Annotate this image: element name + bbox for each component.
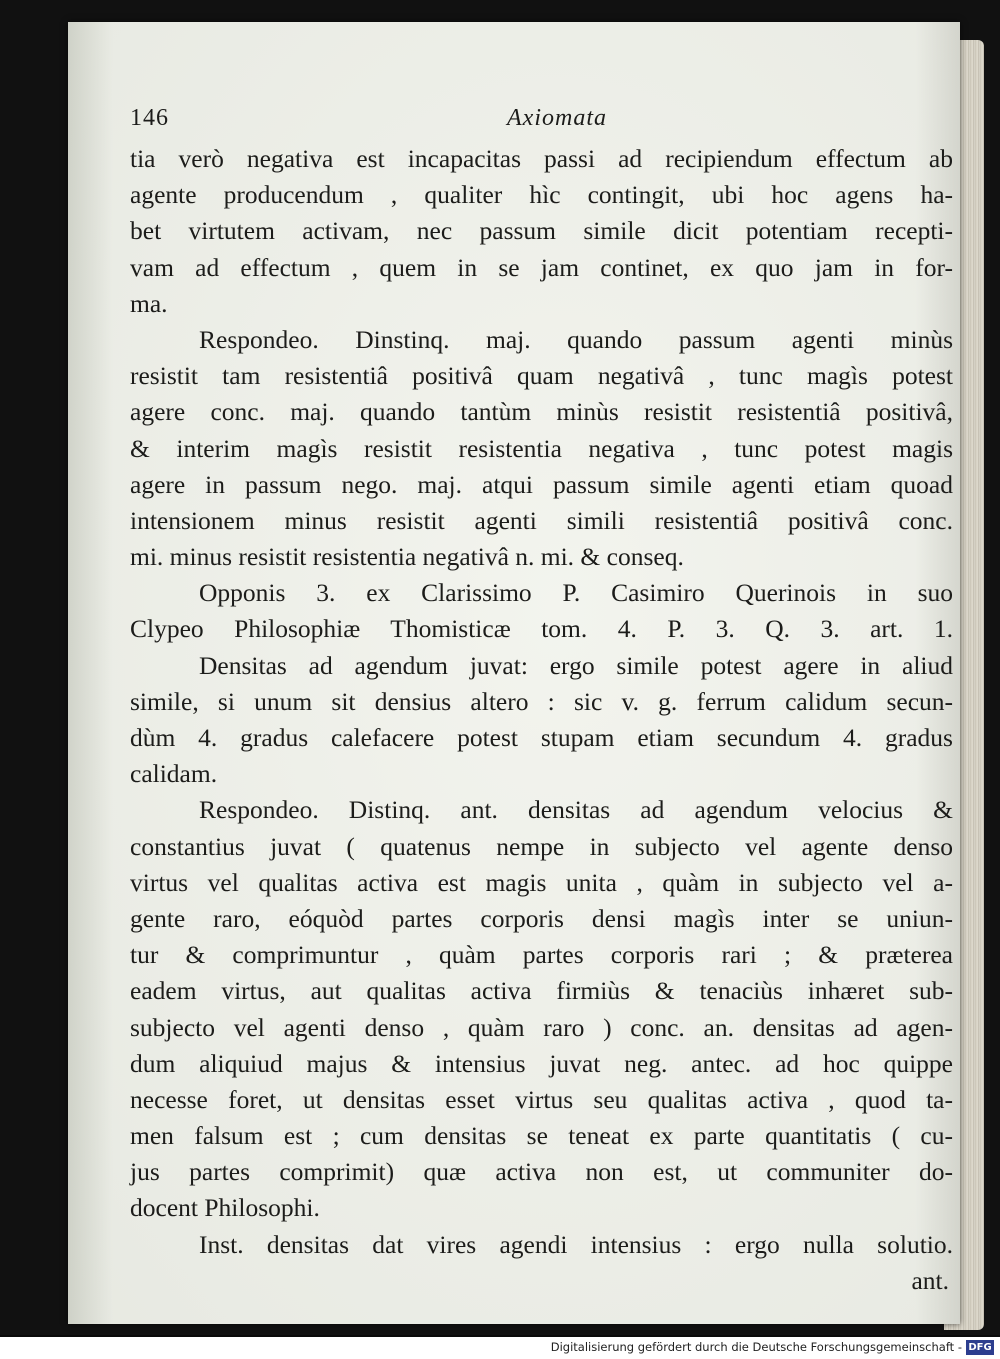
running-head [130, 105, 953, 139]
text-line: bet virtutem activam, nec passum simile dicit potentiam recepti- [130, 216, 953, 246]
text-line: agere conc. maj. quando tantùm minùs resistit resistentiâ positivâ, [130, 397, 953, 427]
text-line: dum aliquiud majus & intensius juvat neg. antec. ad hoc quippe [130, 1048, 953, 1078]
footer-credit: Digitalisierung gefördert durch die Deutsche Forschungsgemeinschaft - [550, 1340, 962, 1354]
text-line: gente raro, eóquòd partes corporis densi magìs inter se uniun- [130, 903, 953, 933]
text-line: resistit tam resistentiâ positivâ quam negativâ , tunc magìs potest [130, 361, 953, 391]
text-line: constantius juvat ( quatenus nempe in subjecto vel agente denso [130, 831, 953, 861]
footer-bar [0, 1337, 1000, 1359]
text-line: men falsum est ; cum densitas se teneat ex parte quantitatis ( cu- [130, 1121, 953, 1151]
text-line: simile, si unum sit densius altero : sic v. g. ferrum calidum secun- [130, 686, 953, 716]
text-line: tia verò negativa est incapacitas passi ad recipiendum effectum ab [130, 144, 953, 173]
running-title: Axiomata [507, 105, 607, 131]
text-line: dùm 4. gradus calefacere potest stupam etiam secundum 4. gradus [130, 723, 953, 752]
text-line: Respondeo. Distinq. ant. densitas ad agendum velocius & [199, 795, 953, 825]
text-line: Clypeo Philosophiæ Thomisticæ tom. 4. P. 3. Q. 3. art. 1. [130, 614, 953, 644]
text-line: vam ad effectum , quem in se jam continet, ex quo jam in for- [130, 252, 953, 282]
text-line: Respondeo. Dinstinq. maj. quando passum agenti minùs [199, 324, 953, 354]
text-line: Densitas ad agendum juvat: ergo simile potest agere in aliud [199, 650, 953, 680]
text-line: intensionem minus resistit agenti simili resistentiâ positivâ conc. [130, 505, 953, 535]
text-line: & interim magìs resistit resistentia negativa , tunc potest magis [130, 433, 953, 463]
text-line: agente producendum , qualiter hìc contingit, ubi hoc agens ha- [130, 180, 953, 210]
dfg-logo: DFG [966, 1340, 994, 1355]
text-line: tur & comprimuntur , quàm partes corporis rari ; & præterea [130, 940, 953, 970]
text-line: necesse foret, ut densitas esset virtus seu qualitas activa , quod ta- [130, 1084, 953, 1114]
text-line: Opponis 3. ex Clarissimo P. Casimiro Querinois in suo [199, 578, 953, 608]
page-text [130, 105, 953, 1299]
text-line: jus partes comprimit) quæ activa non est, ut communiter do- [130, 1157, 953, 1187]
text-line: virtus vel qualitas activa est magis unita , quàm in subjecto vel a- [130, 867, 953, 897]
text-line: subjecto vel agenti denso , quàm raro ) conc. an. densitas ad agen- [130, 1012, 953, 1042]
text-line: ma. [130, 288, 168, 318]
catchword: ant. [911, 1265, 949, 1295]
text-line: calidam. [130, 759, 218, 789]
text-line: eadem virtus, aut qualitas activa firmiùs & tenaciùs inhæret sub- [130, 976, 953, 1006]
page-number: 146 [130, 105, 169, 131]
text-line: docent Philosophi. [130, 1193, 320, 1223]
text-line: Inst. densitas dat vires agendi intensius : ergo nulla solutio. [199, 1229, 953, 1259]
text-line: agere in passum nego. maj. atqui passum simile agenti etiam quoad [130, 469, 953, 499]
text-line: mi. minus resistit resistentia negativâ n. mi. & conseq. [130, 542, 684, 572]
